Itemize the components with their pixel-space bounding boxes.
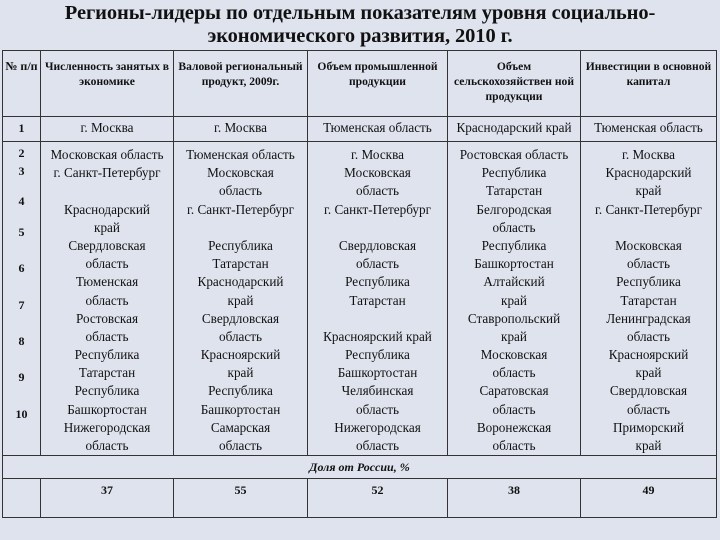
column-grp — [174, 142, 308, 456]
cell-line: Тюменская — [75, 274, 139, 290]
cell-line: Краснодарский — [605, 165, 692, 181]
cell-line: область — [355, 183, 400, 199]
cell-line: край — [635, 183, 662, 199]
cell-line: Татарстан — [78, 365, 136, 381]
row-number: 1 — [3, 117, 41, 142]
share-blank-cell — [3, 479, 41, 518]
cell-line: Ростовская область — [459, 147, 569, 162]
cell-line: г. Санкт-Петербург — [595, 201, 702, 217]
row-number: 10 — [15, 406, 28, 421]
cell-line: Республика — [74, 347, 140, 363]
cell-line: край — [227, 365, 254, 381]
cell-line: Республика — [208, 237, 273, 253]
cell-line: Саратовская — [479, 383, 549, 399]
table-body-block — [3, 142, 717, 456]
share-label-row — [3, 456, 717, 479]
cell-line: область — [626, 328, 671, 344]
cell-line: Самарская — [210, 419, 271, 435]
share-value-grp: 55 — [174, 479, 308, 518]
cell-line: Приморский — [612, 419, 685, 435]
cell-line: край — [501, 292, 527, 308]
cell-line: г. Санкт-Петербург — [53, 165, 161, 181]
header-num: № п/п — [3, 51, 41, 117]
cell-line — [581, 219, 716, 237]
cell-line: Красноярский — [608, 347, 689, 363]
cell-line: область — [626, 401, 671, 417]
share-label: Доля от России, % — [3, 456, 717, 479]
cell-line: область — [218, 438, 263, 453]
header-agricultural: Объем сельскохозяйствен ной продукции — [448, 51, 581, 117]
cell-line: край — [227, 292, 254, 308]
cell-line: Красноярский край — [323, 328, 432, 344]
cell-line: Красноярский — [200, 347, 281, 363]
cell-line: Татарстан — [212, 256, 269, 272]
table-cell: г. Москва — [41, 117, 174, 142]
row-number: 2 — [18, 146, 25, 160]
cell-line: Тюменская область — [186, 147, 295, 162]
column-agricultural — [448, 142, 581, 456]
row-number: 3 — [18, 164, 25, 179]
cell-line: область — [355, 256, 400, 272]
share-value-investment: 49 — [581, 479, 717, 518]
cell-line: Московская — [207, 165, 274, 181]
header-industrial: Объем промышленной продукции — [308, 51, 448, 117]
share-value-employment: 37 — [41, 479, 174, 518]
title-line-1: Регионы-лидеры по отдельным показателям уровня социально- — [64, 2, 656, 24]
cell-line: область — [492, 401, 536, 417]
cell-line: Республика — [208, 383, 273, 399]
cell-line: г. Санкт-Петербург — [187, 201, 294, 217]
cell-line: Башкортостан — [200, 401, 281, 417]
cell-line: область — [85, 328, 129, 344]
cell-line: край — [501, 328, 527, 344]
cell-line: Алтайский — [483, 274, 545, 290]
column-investment — [581, 142, 717, 456]
cell-line: г. Москва — [351, 147, 404, 162]
cell-line: Республика — [616, 274, 681, 290]
cell-line: Республика — [481, 165, 547, 181]
cell-line: Республика — [74, 383, 140, 399]
row-number: 7 — [18, 297, 25, 312]
cell-line: область — [492, 219, 536, 235]
cell-line: область — [218, 328, 263, 344]
row-number: 4 — [18, 194, 25, 209]
cell-line: г. Москва — [622, 147, 675, 162]
cell-line: Московская область — [50, 147, 164, 162]
cell-line: Республика — [481, 237, 547, 253]
cell-line: область — [626, 256, 671, 272]
cell-line: Краснодарский — [197, 274, 284, 290]
cell-line: Московская — [480, 347, 548, 363]
cell-line: Нижегородская — [63, 419, 151, 435]
cell-line: Свердловская — [68, 237, 146, 253]
cell-line: Башкортостан — [474, 256, 554, 272]
cell-line: Ростовская — [75, 310, 139, 326]
cell-line — [308, 310, 447, 328]
share-value-industrial: 52 — [308, 479, 448, 518]
cell-line: край — [635, 365, 662, 381]
table-cell: Краснодарский край — [448, 117, 581, 142]
cell-line: г. Санкт-Петербург — [324, 201, 431, 217]
table-row — [3, 117, 717, 142]
header-employment: Численность занятых в экономике — [41, 51, 174, 117]
header-row — [3, 51, 717, 117]
cell-line: область — [85, 256, 129, 272]
cell-line: Башкортостан — [337, 365, 418, 381]
column-industrial — [308, 142, 448, 456]
table-cell: Тюменская область — [581, 117, 717, 142]
cell-line: Свердловская — [201, 310, 280, 326]
cell-line: Свердловская — [609, 383, 688, 399]
title-line-2: экономического развития, 2010 г. — [207, 25, 513, 47]
row-number: 6 — [18, 261, 25, 276]
row-number: 5 — [18, 224, 25, 239]
row-number: 8 — [18, 333, 25, 348]
cell-line: Краснодарский — [64, 201, 150, 217]
column-employment — [41, 142, 174, 456]
cell-line: область — [85, 438, 129, 453]
row-numbers-cell — [3, 142, 41, 456]
cell-line: область — [492, 438, 536, 453]
cell-line: Республика — [345, 347, 410, 363]
cell-line: Ленинградская — [606, 310, 691, 326]
row-number: 9 — [18, 370, 25, 385]
cell-line: Башкортостан — [67, 401, 147, 417]
header-grp: Валовой региональный продукт, 2009г. — [174, 51, 308, 117]
cell-line: край — [635, 438, 662, 453]
cell-line: Свердловская — [338, 237, 417, 253]
cell-line: Московская — [344, 165, 411, 181]
header-investment: Инвестиции в основной капитал — [581, 51, 717, 117]
cell-line: область — [492, 365, 536, 381]
cell-line: Нижегородская — [334, 419, 421, 435]
share-value-agricultural: 38 — [448, 479, 581, 518]
share-values-row — [3, 479, 717, 518]
cell-line — [174, 219, 307, 237]
cell-line: Воронежская — [476, 419, 552, 435]
page-title — [0, 2, 720, 48]
cell-line: Московская — [615, 237, 682, 253]
cell-line: Татарстан — [485, 183, 543, 199]
cell-line: область — [85, 292, 129, 308]
table-cell: г. Москва — [174, 117, 308, 142]
cell-line: Ставропольский — [467, 310, 561, 326]
cell-line: край — [94, 219, 120, 235]
cell-line — [41, 182, 173, 200]
cell-line: область — [355, 438, 400, 453]
leaders-table — [2, 50, 717, 518]
cell-line: Татарстан — [620, 292, 677, 308]
cell-line: Татарстан — [349, 292, 406, 308]
cell-line: область — [218, 183, 263, 199]
cell-line: область — [355, 401, 400, 417]
cell-line: Белгородская — [476, 201, 552, 217]
cell-line: Республика — [345, 274, 410, 290]
cell-line: Челябинская — [341, 383, 414, 399]
cell-line — [308, 219, 447, 237]
table-cell: Тюменская область — [308, 117, 448, 142]
